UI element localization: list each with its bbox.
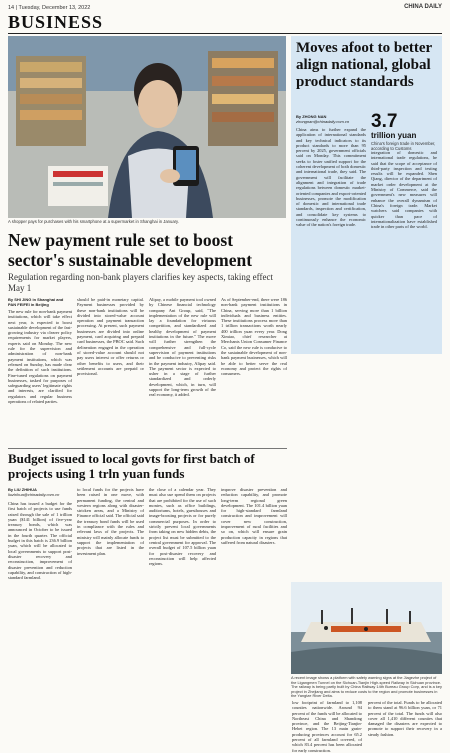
budget-byline: By LIU ZHIHUA	[8, 487, 37, 492]
figure-unit: trillion yuan	[371, 131, 417, 140]
supermarket-photo	[8, 36, 286, 218]
budget-headline: Budget issued to local govts for first batch of projects using 1 trln yuan funds	[8, 451, 255, 481]
payment-column-4: As of September-end, there were 186 non-bank payment institutions in China, serving more than 1 billion individuals and business entities. These institutions process more than 1 trillion transactions worth nearly 400 trillion yuan every year. Dong Ximiao, chief researcher at Merchants Union Consumer Finance Co, said the new rule is conducive to the sustainable development of non-bank payment businesses, which will be able to better serve the real economy and protect the rights of consumers.	[221, 297, 287, 377]
section-rule	[8, 33, 442, 34]
photo2-caption: A recent image shows a platform with safety warning signs at the Jiagezhe project of the Ligangmen Tunnel on the Sichuan-Tianjin High-speed Railway in Sichuan province. The railway is being partly built by China Railway 14th Bureau Group Corp, and is a key project in Zhejiang and aims to reduce costs to the region and promote businesses in the Yangtze River Delta.	[291, 675, 442, 699]
payment-column-2: should be paid-in monetary capital. Payment businesses provided by these non-bank institutions will be divided into stored-value account operation and payment transaction processing. At present, such payment businesses are divided into online payment, card acquiring and prepaid card businesses, the PBOC said. Such delineation engaged in the operation of stored-value account should not pay users interest or offer returns or other benefits to users, and their settlement accounts are prepaid or provisional.	[77, 297, 144, 377]
payment-column-3: Alipay, a mobile payment tool owned by Chinese financial technology company Ant Group, said, "The implementation of the new rule will lay a foundation for virtuous competition, and standardized and healthy development of payment institutions in the future." The move will further strengthen the comprehensive and full-cycle supervision of payment institutions and be conducive to preventing risks in the payment industry, Alipay said. The payment sector is expected to usher in a stage of further standardized and orderly development, which, in turn, will support the long-term growth of the real economy, it added.	[149, 297, 216, 398]
payment-dek: Regulation regarding non-bank players clarifies key aspects, taking effect May 1	[8, 272, 273, 293]
trade-figure	[371, 113, 437, 151]
budget-top-rule	[8, 448, 287, 449]
page-date: 14 | Tuesday, December 13, 2022	[8, 5, 91, 11]
railway-photo	[291, 582, 442, 674]
budget-email: liuzhihua@chinadaily.com.cn	[8, 492, 60, 497]
budget-column-4: improve disaster prevention and reduction capability, and promote long-term regional green development. The 101.4 billion yuan for high-standard farmland construction and improvement will cover new construction, improvement of rural facilities and so on, which will ensure grain production capacity in regions that suffered from natural disasters.	[221, 487, 287, 545]
figure-value: 3.7	[371, 111, 398, 132]
photo1-caption: A shopper pays for purchases with his smartphone at a supermarket in Shanghai in January.	[8, 219, 180, 224]
payment-column-1: The new rule for non-bank payment institutions, which will take effect next year, is expected to boost sustainable development of the fast-growing industry via clearer policy requirements for market players, experts said on Monday. The new rule for the supervision and administration of non-bank payment institutions, which was released on Sunday, has made clear the definition of such institutions. Fine-tuned regulations on payment businesses, tasked for purposes of safeguarding users' legitimate rights and interests, are clarified for regulators and regular business operations of related parties.	[8, 309, 72, 405]
standards-column-2: integration of domestic and international trade regulations, he said that the scope of acceptance of third-party inspection and testing results will be expanded. Shen Qiang, director of the department of market order development at the Ministry of Commerce, said the government's new measures will enhance the overall dynamism of China's foreign trade. Market watchers said companies with quicker than pace of internationalization have established trade in other parts of the world.	[371, 150, 437, 230]
standards-byline: By ZHONG NAN	[296, 114, 327, 119]
budget-column-1: China has issued a budget for the first batch of projects to use funds raised through the sale of 1 trillion yuan ($141 billion) of five-year treasury bonds, which was announced in October to be issued in the fourth quarter. The official budget in this batch is 236.9 billion yuan, which will be allocated to local governments to support post-disaster recovery and reconstruction, improvement of disaster prevention and reduction capability, and construction of high-standard farmland.	[8, 501, 72, 581]
railway-illustration	[291, 582, 442, 674]
budget-column-5: low footprint of farmland to 1,108 counties nationwide. Around 94 percent of the funds will be allocated to Northeast China and Shandong province, and the Beijing-Tianjin-Hebei region. The 13 main grain-producing provinces account for 65.2 percent of all farmland covered, of which 83.4 percent has been allocated for early construction.	[292, 700, 362, 753]
section-title: BUSINESS	[8, 12, 104, 32]
budget-column-6: percent of the total. Funds to be allocated to them stand at 96.6 billion yuan, or 71 percent of the total. The funds will also cover all 1,410 different counties that damaged the disasters are expected to promote to support their recovery in a steady fashion.	[368, 700, 442, 737]
payment-byline: By SHI JING in Shanghai and PAN FEIFEI in Beijing	[8, 297, 64, 307]
standards-column-1: China aims to further expand the application of international standards and key technical indicators to its product standards to more than 95 percent by 2025, government officials said on Monday. This commitment seeks to foster unified support for the coherent development of both domestic and international trade, they said. The government will facilitate the alignment and integration of trade regulations between domestic market-oriented companies and export-oriented businesses, promote the modification of domestic and international trade standards, inspection and certification, and consolidate key systems to continuously enhance the economic value of the nation's foreign trade.	[296, 127, 366, 228]
standards-headline: Moves afoot to better align national, global product standards	[296, 40, 432, 90]
budget-column-3: the close of a calendar year. They must also use spend them on projects that are prohibited for the use of such monies, such as office buildings, auditoriums, hotels, guesthouses and image-boosting projects or for purely commercial purposes. In order to strictly prevent local governments from taking on new hidden debts, the project list must be submitted to the central government for approval. The overall budget of 107.5 billion yuan for post-disaster recovery and reconstruction will help affected regions.	[149, 487, 216, 567]
newspaper-name: CHINA DAILY	[404, 4, 442, 10]
supermarket-illustration	[8, 36, 286, 218]
budget-column-2: to local funds for the projects have been raised in one move, with permanent funding, the central and western regions along with disaster-stricken areas, and a Ministry of Finance official said. The official said the treasury bond funds will be used in compliance with the rules and relevant laws of the projects. The ministry will mainly allocate funds to support the implementation of projects that are listed in the investment plan.	[77, 487, 144, 556]
standards-email: zhongnan@chinadaily.com.cn	[296, 119, 350, 124]
figure-note: China's foreign trade in November, according to Customs	[371, 141, 436, 151]
payment-headline: New payment rule set to boost sector's sustainable development	[8, 230, 253, 270]
